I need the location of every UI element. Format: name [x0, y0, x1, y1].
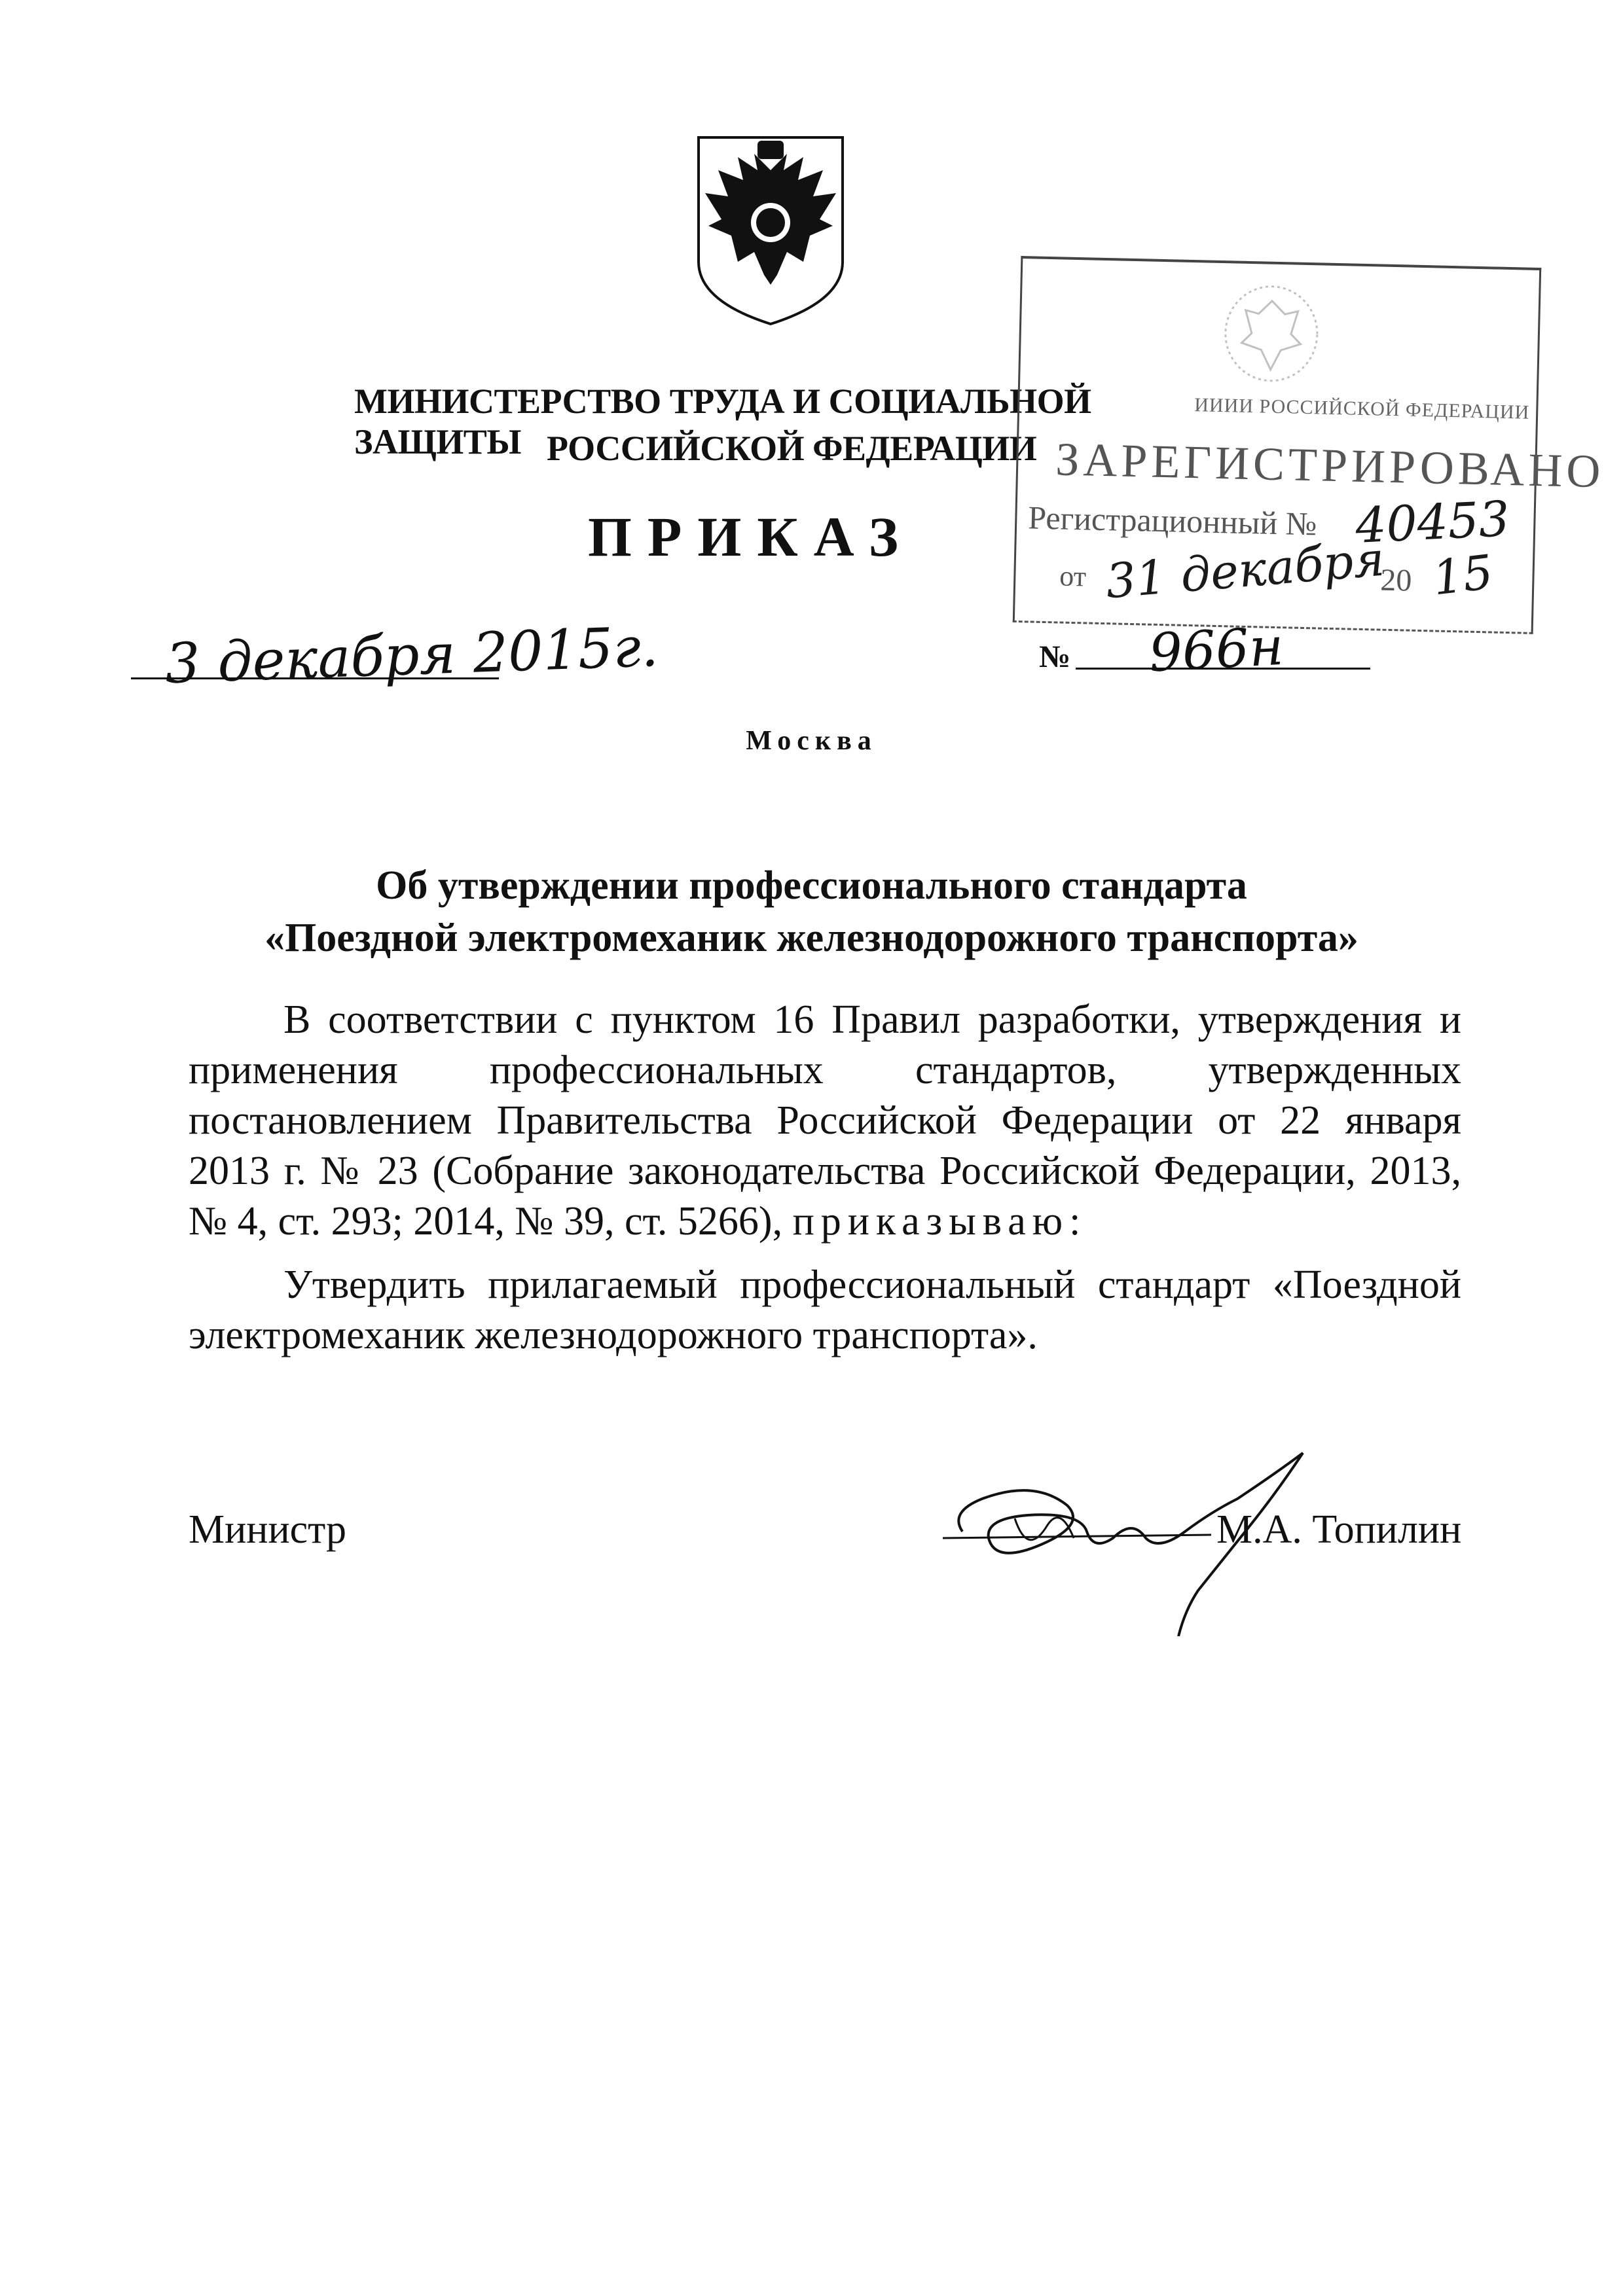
- stamp-emblem-icon: [1214, 280, 1328, 387]
- ministry-name-line1: МИНИСТЕРСТВО ТРУДА И СОЦИАЛЬНОЙ ЗАЩИТЫ: [354, 382, 1091, 461]
- city: Москва: [746, 726, 877, 756]
- ministry-name-line2: РОССИЙСКОЙ ФЕДЕРАЦИИ: [547, 429, 1037, 468]
- order-keyword: приказываю:: [792, 1199, 1087, 1244]
- order-number-label: №: [1039, 639, 1071, 674]
- signer-position: Министр: [189, 1507, 347, 1552]
- stamp-registered-label: ЗАРЕГИСТРИРОВАНО: [1055, 433, 1605, 498]
- body-paragraph-2: Утвердить прилагаемый профессиональный стандарт «Поездной электромеханик железнодорожного транспорта».: [189, 1263, 1461, 1357]
- stamp-year-printed: 20: [1379, 562, 1412, 598]
- stamp-from-label: от: [1059, 560, 1087, 593]
- subject-line2: «Поездной электромеханик железнодорожного транспорта»: [264, 916, 1359, 960]
- signer-name: М.А. Топилин: [1216, 1507, 1462, 1552]
- subject-line1: Об утверждении профессионального стандарта: [376, 863, 1247, 908]
- body-paragraph-1: [189, 995, 1461, 1247]
- coat-of-arms-icon: [692, 131, 849, 327]
- stamp-registration-label: Регистрационный №: [1027, 499, 1317, 543]
- stamp-registration-date: 31 декабря: [1103, 531, 1387, 609]
- order-number: 966н: [1147, 615, 1285, 684]
- document-title: ПРИКАЗ: [588, 505, 915, 568]
- registration-stamp: [1013, 256, 1605, 634]
- stamp-ministry-text: ИИИИ РОССИЙСКОЙ ФЕДЕРАЦИИ: [1194, 394, 1530, 423]
- date-underline: [131, 677, 499, 679]
- stamp-registration-number: 40453: [1354, 490, 1511, 554]
- number-underline: [1076, 668, 1370, 670]
- paragraph-1-text: В соответствии с пунктом 16 Правил разработки, утверждения и применения профессиональных стандартов, утвержденных постановлением Правительства Российской Федерации от 22 января 2013 г. № 23 (Собрание законодательства Российской Федерации, 2013, № 4, ст. 293; 2014, № 39, ст. 5266),: [189, 997, 1461, 1244]
- order-date: 3 декабря 2015г.: [164, 614, 660, 696]
- stamp-year-handwritten: 15: [1429, 544, 1496, 606]
